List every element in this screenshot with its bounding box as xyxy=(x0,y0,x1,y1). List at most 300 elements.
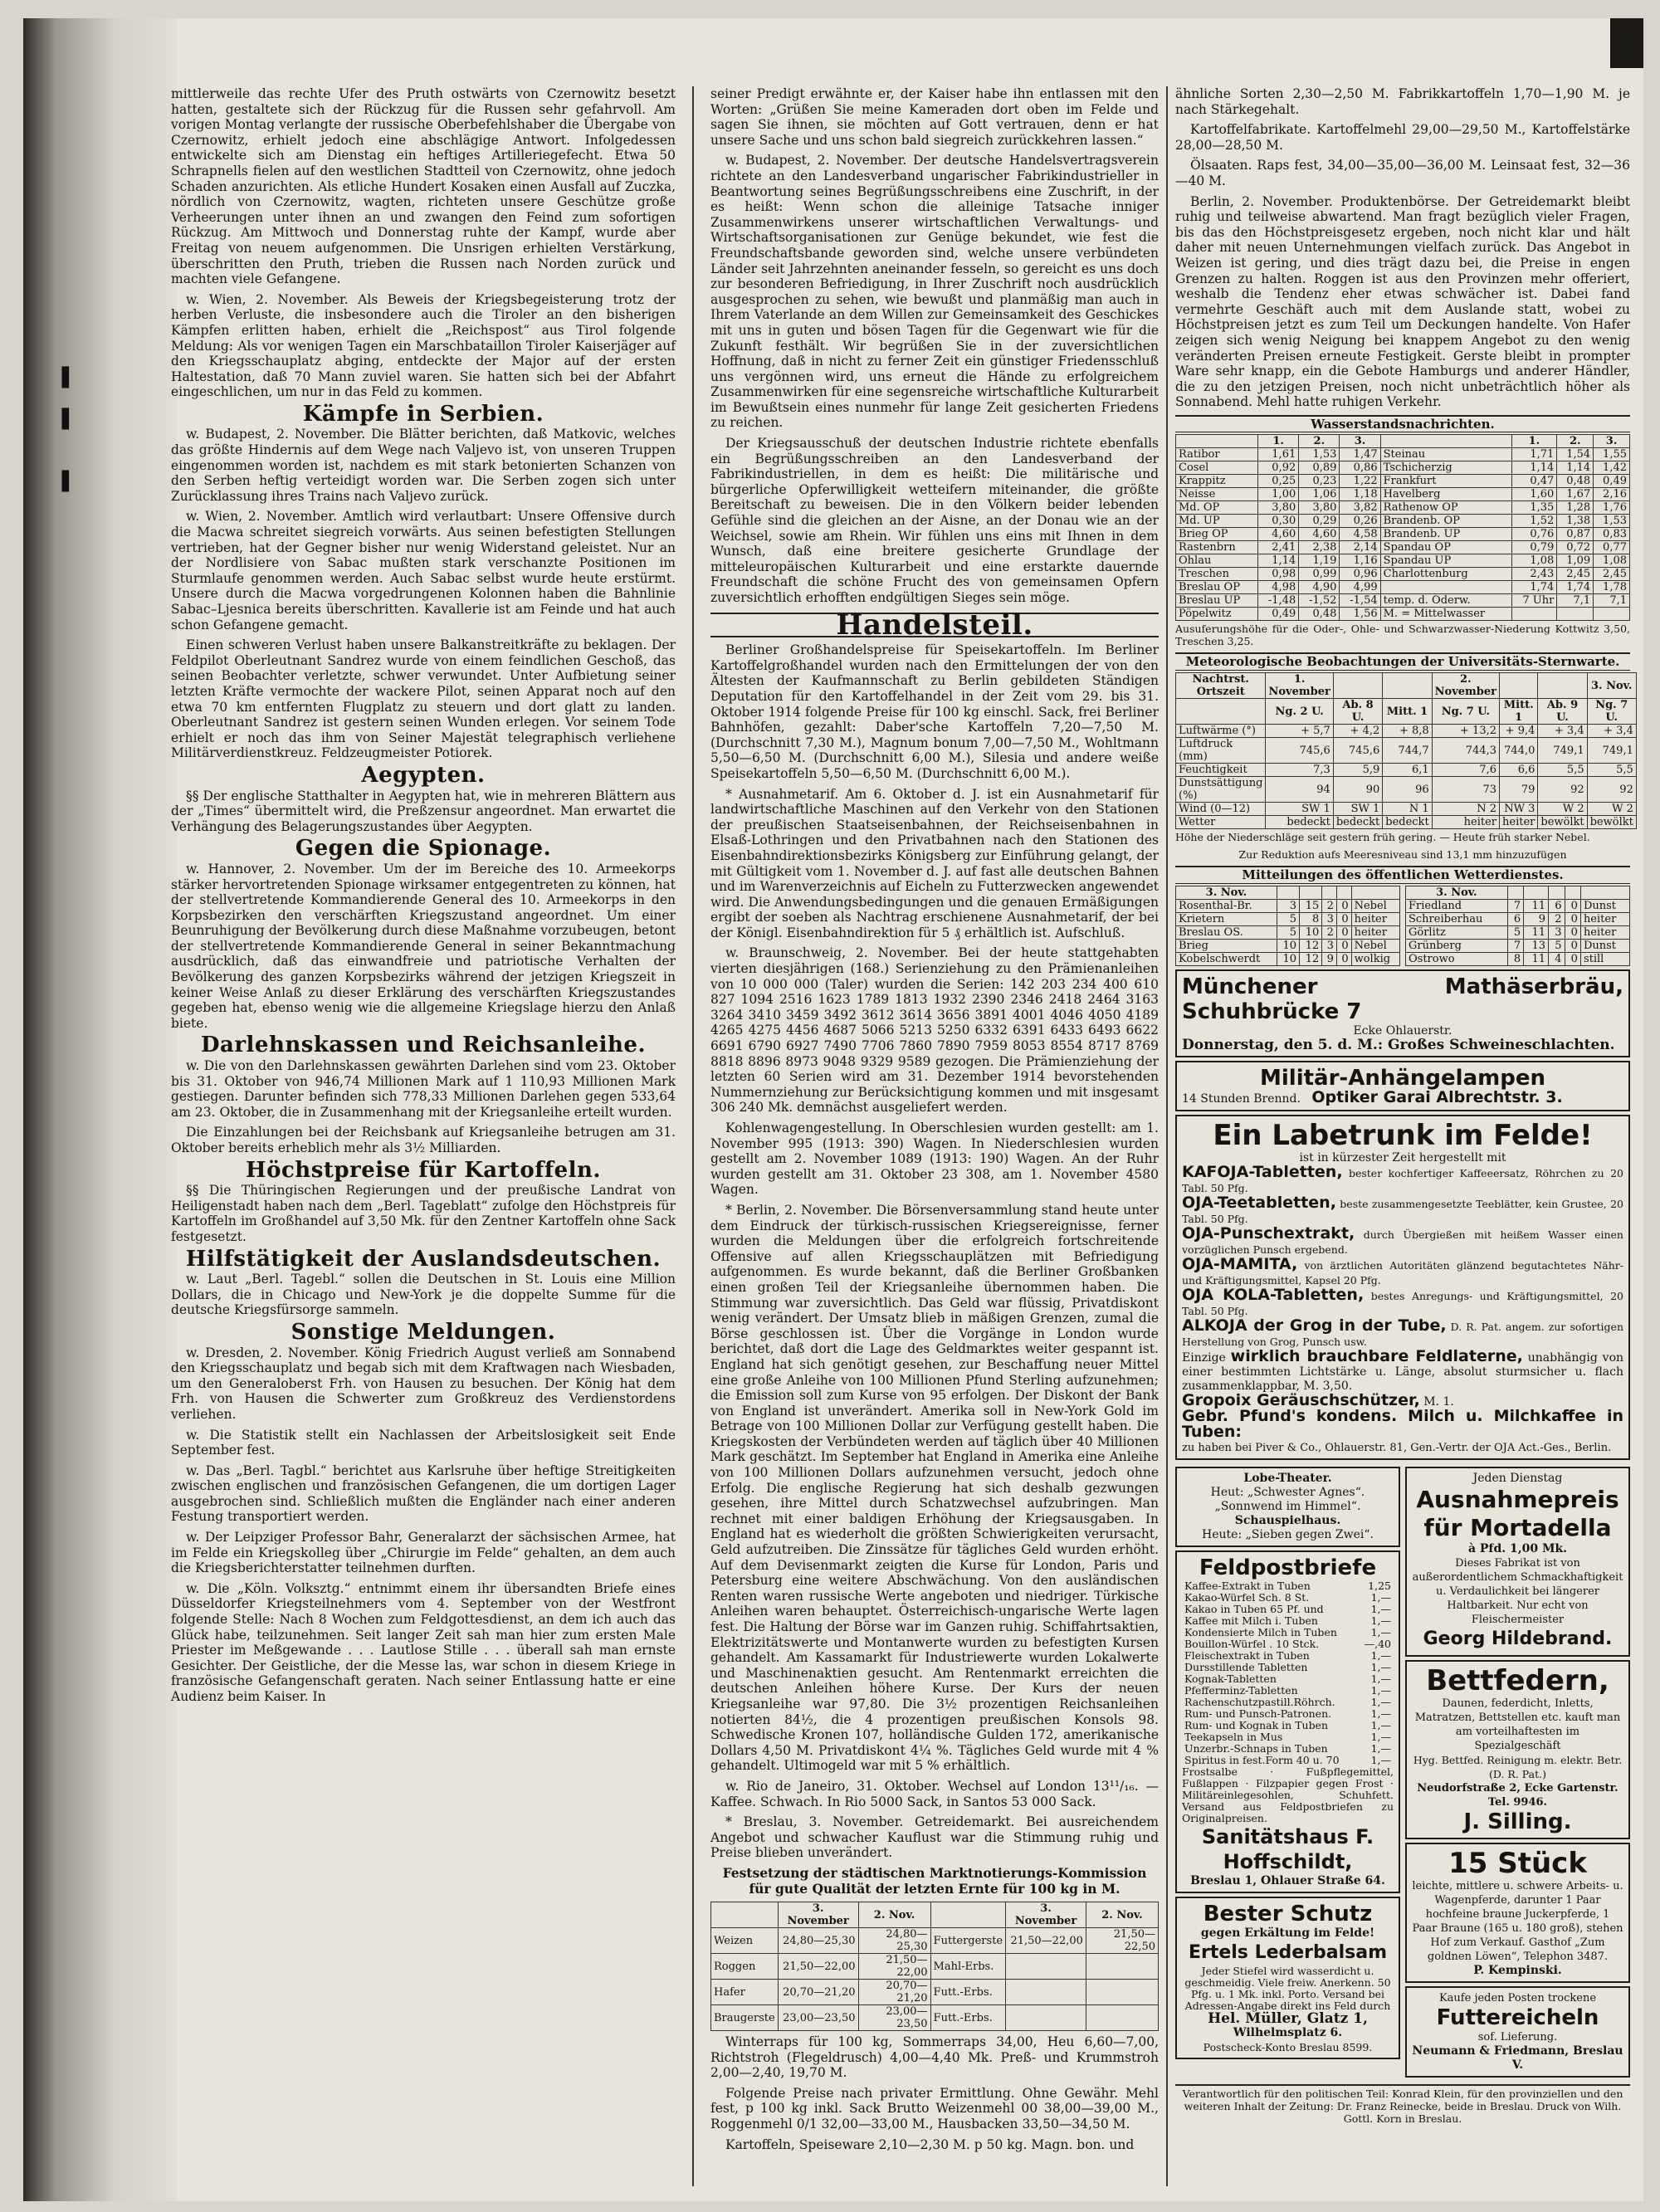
table-cell: 5 xyxy=(1507,925,1523,939)
headline-darlehnskassen: Darlehnskassen und Reichsanleihe. xyxy=(200,1033,647,1058)
table-cell: 1,14 xyxy=(1557,461,1594,475)
table-cell: 1,67 xyxy=(1557,488,1594,501)
table-cell: 1,28 xyxy=(1557,501,1594,515)
table-header-cell xyxy=(1580,886,1629,899)
table-cell: 4,90 xyxy=(1299,581,1340,594)
table-cell: + 9,4 xyxy=(1500,725,1538,738)
table-cell: Feuchtigkeit xyxy=(1176,764,1266,777)
article-paragraph: Die Einzahlungen bei der Reichsbank auf Kriegsanleihe betrugen am 31. Oktober bereits erheblich mehr als 3½ Milliarden. xyxy=(171,1125,676,1155)
table-cell: Weizen xyxy=(711,1928,779,1954)
table-row xyxy=(711,2005,1159,2031)
table-header-cell xyxy=(1565,886,1580,899)
table-cell: 1,53 xyxy=(1594,515,1630,528)
weather-service-table-left xyxy=(1175,886,1400,966)
table-cell: 92 xyxy=(1587,777,1636,803)
table-cell: Md. OP xyxy=(1176,501,1258,515)
ad-grid-left xyxy=(1175,1463,1400,2081)
ad-schauspielhaus-line: Heute: „Sieben gegen Zwei“. xyxy=(1202,1527,1374,1541)
table-header-cell xyxy=(711,1902,779,1928)
ad-theater-title: Lobe-Theater. xyxy=(1243,1471,1332,1485)
grain-price-table xyxy=(710,1902,1159,2031)
table-cell: Spandau OP xyxy=(1380,541,1511,554)
table-cell: 5 xyxy=(1277,925,1299,939)
table-cell: + 3,4 xyxy=(1538,725,1587,738)
article-paragraph: w. Das „Berl. Tagbl.“ berichtet aus Karlsruhe über heftige Streitigkeiten zwischen englischen und französischen Gefangenen, die um dortigen Lager ausgebrochen sind. Schließlich mußten die Engländer nach einer anderen Festung transportiert werden. xyxy=(171,1462,676,1525)
table-cell: 10 xyxy=(1277,939,1299,952)
table-cell: 10 xyxy=(1277,952,1299,965)
table-cell: Futtergerste xyxy=(930,1928,1006,1954)
table-row xyxy=(1176,952,1400,965)
ad-gropoix-title: Gropoix Geräuschschützer, xyxy=(1182,1390,1420,1409)
table-cell: Treschen xyxy=(1176,568,1258,581)
list-item-price: 1,— xyxy=(1370,1614,1391,1627)
table-cell: 0 xyxy=(1336,912,1351,925)
table-cell: 73 xyxy=(1432,777,1499,803)
table-header-cell xyxy=(1333,673,1382,699)
ad-oja-item-name: OJA-Punschextrakt, xyxy=(1182,1223,1355,1243)
ad-grid xyxy=(1175,1463,1630,2081)
table-cell xyxy=(1511,608,1557,621)
table-cell: -1,48 xyxy=(1258,594,1299,608)
ad-mathaeserbraeu-title: Münchener Mathäserbräu, Schuhbrücke 7 xyxy=(1182,974,1623,1024)
table-header-cell: 1. xyxy=(1511,435,1557,448)
list-item-price: 1,— xyxy=(1370,1683,1391,1697)
article-paragraph: w. Die „Köln. Volksztg.“ entnimmt einem ihr übersandten Briefe eines Düsseldorfer Kriegsteilnehmers vom 4. September von der Westfront folgende Stelle: Nach 8 Wochen zum Feldgottesdienst, an dem ich auch das Glück habe, teilzunehmen. Seit langer Zeit sah man hier zum ersten Male Priester im Meßgewande . . . Lautlose Stille . . . überall sah man ernste Gesichter. Der Geistliche, der die Messe las, war schon in diesem Kriege in französische Gefangenschaft geraten. Nach seiner Entlassung hatte er eine Audienz beim Kaiser. In xyxy=(171,1580,676,1704)
ad-pferde-title: 15 Stück xyxy=(1448,1846,1587,1880)
article-paragraph: seiner Predigt erwähnte er, der Kaiser habe ihn entlassen mit den Worten: „Grüßen Sie meine Kameraden dort oben im Felde und sagen Sie ihnen, sie möchten auf Gott vertrauen, denn er hat unsere Sache und uns schon bald siegreich zurückkehren lassen.“ xyxy=(710,86,1159,148)
weather-service-table-right xyxy=(1405,886,1630,966)
list-item-price: 1,— xyxy=(1370,1695,1391,1708)
table-row xyxy=(1176,448,1630,461)
table-header-cell: 3. xyxy=(1340,435,1380,448)
ad-oja-item xyxy=(1182,1223,1623,1257)
ad-oja-item-name: OJA-MAMITA, xyxy=(1182,1254,1298,1273)
meteorology-note: Höhe der Niederschläge seit gestern früh gering. — Heute früh starker Nebel. xyxy=(1175,831,1590,844)
list-item xyxy=(1182,1731,1394,1743)
ad-oja-item xyxy=(1182,1162,1623,1196)
list-item-name: Spiritus in fest.Form 40 u. 70 xyxy=(1184,1753,1340,1766)
table-cell: 3,80 xyxy=(1258,501,1299,515)
table-cell: 4,98 xyxy=(1258,581,1299,594)
ad-bettfedern-addr: Neudorfstraße 2, Ecke Gartenstr. Tel. 9946. xyxy=(1417,1781,1618,1809)
table-cell: 7,1 xyxy=(1594,594,1630,608)
ad-oja-item xyxy=(1182,1193,1623,1227)
table-cell: 1,52 xyxy=(1511,515,1557,528)
headline-aegypten: Aegypten. xyxy=(361,762,486,788)
table-cell: 1,16 xyxy=(1340,554,1380,568)
table-cell xyxy=(1086,2005,1158,2031)
table-cell: 6,1 xyxy=(1383,764,1432,777)
table-cell xyxy=(1006,1980,1086,2005)
table-cell: 0 xyxy=(1565,939,1580,952)
table-cell: 6,6 xyxy=(1500,764,1538,777)
table-cell: Luftwärme (°) xyxy=(1176,725,1266,738)
table-cell: 7,1 xyxy=(1557,594,1594,608)
imprint-footer: Verantwortlich für den politischen Teil: Konrad Klein, für den provinziellen und den weiteren Inhalt der Zeitung: Dr. Franz Reinecke, beide in Breslau. Druck von Wilh. Gottl. Korn in Breslau. xyxy=(1175,2084,1630,2125)
ad-bettfedern-text: Daunen, federdicht, Inletts, Matratzen, Bettstellen etc. kauft man am vorteilhaftesten im Spezialgeschäft xyxy=(1414,1697,1621,1752)
table-header-cell: 3. xyxy=(1594,435,1630,448)
table-cell: bedeckt xyxy=(1266,816,1333,829)
table-row xyxy=(1176,541,1630,554)
table-cell: 0,29 xyxy=(1299,515,1340,528)
table-cell: 2 xyxy=(1322,925,1337,939)
list-item-name: Dursstillende Tabletten xyxy=(1184,1660,1308,1673)
weather-service-title: Mitteilungen des öffentlichen Wetterdienstes. xyxy=(1175,866,1630,884)
column-rule-2 xyxy=(1166,86,1168,2186)
article-paragraph: §§ Der englische Statthalter in Aegypten hat, wie in mehreren Blättern aus der „Times“ übermittelt wird, die Preßzensur angeordnet. Man erwartet die Verhängung des Belagerungszustandes über Aegypten. xyxy=(171,788,676,834)
ad-feldpostbriefe-list xyxy=(1182,1580,1394,1766)
ad-lederbalsam-addr: Wilhelmsplatz 6. xyxy=(1233,2025,1343,2039)
table-cell: heiter xyxy=(1580,912,1629,925)
table-cell: Neisse xyxy=(1176,488,1258,501)
table-cell: 0,49 xyxy=(1594,475,1630,488)
table-cell: 21,50—22,00 xyxy=(778,1954,858,1980)
ad-hoffschildt-addr: Breslau 1, Ohlauer Straße 64. xyxy=(1190,1873,1385,1887)
table-cell: 7 xyxy=(1507,899,1523,912)
table-header-cell: 3. Nov. xyxy=(1406,886,1508,899)
table-cell: 2 xyxy=(1549,912,1565,925)
page-edge-shadow xyxy=(1610,18,1643,68)
table-row xyxy=(1176,899,1400,912)
table-row xyxy=(1406,952,1630,965)
article-paragraph: w. Wien, 2. November. Amtlich wird verlautbart: Unsere Offensive durch die Macwa schreitet siegreich vorwärts. Aus seinen befestigten Stellungen vertrieben, hat der Gegner bisher nur wenig Widerstand geleistet. Nur an der Nordlisiere von Sabac mußten stark verschanzte Positionen im Sturmlaufe genommen werden. Auch Sabac selbst wurde heute erstürmt. Unsere durch die Macwa vorgedrungenen Kolonnen haben die Bahnlinie Sabac–Ljesnica bereits überschritten. Kavallerie ist am Feinde und hat auch schon Gefangene gemacht. xyxy=(171,509,676,632)
water-level-table xyxy=(1175,434,1630,621)
table-cell: 79 xyxy=(1500,777,1538,803)
article-paragraph: Kartoffeln, Speiseware 2,10—2,30 M. p 50 kg. Magn. bon. und xyxy=(725,2136,1135,2152)
table-cell: Rathenow OP xyxy=(1380,501,1511,515)
table-cell: bewölkt xyxy=(1587,816,1636,829)
table-cell: 0,48 xyxy=(1557,475,1594,488)
table-cell xyxy=(1086,1980,1158,2005)
table-cell: Brieg xyxy=(1176,939,1277,952)
list-item xyxy=(1182,1697,1394,1708)
table-cell: 7,3 xyxy=(1266,764,1333,777)
list-item-name: Kaffee-Extrakt in Tuben xyxy=(1184,1579,1311,1592)
table-row xyxy=(1176,925,1400,939)
table-cell: 7,6 xyxy=(1432,764,1499,777)
table-cell: 0,76 xyxy=(1511,528,1557,541)
table-cell: Nebel xyxy=(1351,939,1399,952)
list-item-name: Pfefferminz-Tabletten xyxy=(1184,1683,1298,1697)
table-cell: 8 xyxy=(1300,912,1322,925)
table-cell: -1,54 xyxy=(1340,594,1380,608)
table-cell: 7 Uhr xyxy=(1511,594,1557,608)
table-cell: 21,50—22,00 xyxy=(1006,1928,1086,1954)
ad-futtereicheln-firm: Neumann & Friedmann, Breslau V. xyxy=(1412,2044,1623,2072)
headline-spionage: Gegen die Spionage. xyxy=(295,836,552,862)
table-cell: 0,96 xyxy=(1340,568,1380,581)
list-item-price: —,40 xyxy=(1364,1637,1391,1650)
ad-mortadella-title: Ausnahmepreis für Mortadella xyxy=(1416,1485,1619,1541)
ad-anhaengelampen-line: 14 Stunden Brennd. xyxy=(1182,1091,1301,1106)
table-cell: 0 xyxy=(1565,925,1580,939)
headline-serbien: Kämpfe in Serbien. xyxy=(302,401,544,427)
table-cell: temp. d. Oderw. xyxy=(1380,594,1511,608)
table-cell: 0,48 xyxy=(1299,608,1340,621)
ad-hoffschildt-firm: Sanitätshaus F. Hoffschildt, xyxy=(1201,1824,1374,1873)
list-item-price: 1,— xyxy=(1370,1648,1391,1662)
table-cell: 4,60 xyxy=(1299,528,1340,541)
table-cell: 0,23 xyxy=(1299,475,1340,488)
table-cell: 5,5 xyxy=(1538,764,1587,777)
table-cell: Steinau xyxy=(1380,448,1511,461)
table-row xyxy=(711,1954,1159,1980)
table-cell: bewölkt xyxy=(1538,816,1587,829)
ad-pfund xyxy=(1182,1406,1623,1441)
table-cell: 24,80—25,30 xyxy=(858,1928,930,1954)
table-cell: 20,70—21,20 xyxy=(778,1980,858,2005)
article-paragraph: * Breslau, 3. November. Getreidemarkt. Bei ausreichendem Angebot und schwacher Kauflust war die Stimmung ruhig und Preise blieben unverändert. xyxy=(710,1814,1159,1861)
table-cell: wolkig xyxy=(1351,952,1399,965)
meteorology-title: Meteorologische Beobachtungen der Universitäts-Sternwarte. xyxy=(1175,652,1630,671)
table-cell: bedeckt xyxy=(1383,816,1432,829)
table-row xyxy=(1176,475,1630,488)
table-cell: 7 xyxy=(1507,939,1523,952)
table-cell: 12 xyxy=(1300,952,1322,965)
table-cell: Md. UP xyxy=(1176,515,1258,528)
article-paragraph: w. Laut „Berl. Tagebl.“ sollen die Deutschen in St. Louis eine Million Dollars, die in Chicago und New-York je die doppelte Summe für die deutsche Kriegsfürsorge sammeln. xyxy=(171,1272,676,1318)
table-cell: Nebel xyxy=(1351,899,1399,912)
table-cell: Pöpelwitz xyxy=(1176,608,1258,621)
table-cell: + 13,2 xyxy=(1432,725,1499,738)
article-paragraph: Folgende Preise nach privater Ermittlung. Ohne Gewähr. Mehl fest, p 100 kg inkl. Sack Brutto Weizenmehl 00 38,00—39,00 M., Roggenmehl 0/1 32,00—33,00 M., Hausbacken 33,50—34,50 M. xyxy=(710,2085,1159,2132)
list-item-price: 1,— xyxy=(1370,1625,1391,1638)
ad-oja-item-name: OJA KOLA-Tabletten, xyxy=(1182,1285,1365,1304)
table-cell: 6 xyxy=(1549,899,1565,912)
ad-anhaengelampen xyxy=(1175,1061,1630,1111)
table-cell xyxy=(1086,1954,1158,1980)
ad-pferde xyxy=(1405,1843,1630,1983)
table-row xyxy=(1176,738,1637,764)
table-cell: 9 xyxy=(1524,912,1549,925)
ad-lederbalsam xyxy=(1175,1897,1400,2059)
table-cell: 1,60 xyxy=(1511,488,1557,501)
table-cell: 15 xyxy=(1300,899,1322,912)
table-header-cell: Ng. 2 U. xyxy=(1266,699,1333,725)
table-cell: 0 xyxy=(1336,899,1351,912)
list-item-name: Rachenschutzpastill.Röhrch. xyxy=(1184,1695,1335,1708)
table-cell: 21,50—22,00 xyxy=(858,1954,930,1980)
meteorology-note-2: Zur Reduktion aufs Meeresniveau sind 13,1 mm hinzuzufügen xyxy=(1238,848,1567,862)
table-cell: Grünberg xyxy=(1406,939,1508,952)
table-row xyxy=(1406,899,1630,912)
article-paragraph: w. Rio de Janeiro, 31. Oktober. Wechsel auf London 13¹¹/₁₆. — Kaffee. Schwach. In Rio 5000 Sack, in Santos 53 000 Sack. xyxy=(710,1778,1159,1809)
table-cell: 1,38 xyxy=(1557,515,1594,528)
table-cell: Ratibor xyxy=(1176,448,1258,461)
list-item-price: 1,— xyxy=(1370,1672,1391,1685)
table-cell: + 3,4 xyxy=(1587,725,1636,738)
table-row xyxy=(1406,925,1630,939)
ad-mortadella-text: Dieses Fabrikat ist von außerordentlichem Schmackhaftigkeit u. Verdaulichkeit bei längerer Haltbarkeit. Nur echt von Fleischermeister xyxy=(1412,1556,1623,1626)
headline-kartoffeln: Höchstpreise für Kartoffeln. xyxy=(246,1157,601,1183)
table-cell: 1,76 xyxy=(1594,501,1630,515)
table-cell: 4,99 xyxy=(1340,581,1380,594)
list-item-name: Unzerbr.-Schnaps in Tuben xyxy=(1184,1741,1328,1755)
table-cell: Luftdruck (mm) xyxy=(1176,738,1266,764)
column-2 xyxy=(710,86,1159,2157)
ad-oja-item xyxy=(1182,1254,1623,1288)
table-cell: 5 xyxy=(1549,939,1565,952)
article-paragraph: mittlerweile das rechte Ufer des Pruth ostwärts von Czernowitz besetzt hatten, gestaltete sich der Rückzug für die Russen sehr gefahrvoll. Am vorigen Montag verlangte der russische Oberbefehlshaber die Übergabe von Czernowitz, erhielt jedoch eine abschlägige Antwort. Infolgedessen entwickelte sich am Dienstag ein heftiges Artilleriegefecht. Etwa 50 Schrapnells fielen auf den westlichen Stadtteil von Czernowitz, ohne jedoch Schaden anzurichten. Als etliche Hundert Kosaken einen Ausfall auf Zuczka, nördlich von Czernowitz, wagten, richteten unsere Geschütze große Verheerungen unter ihnen an und zwangen den Feind zum sofortigen Rückzug. Am Mittwoch und Donnerstag ruhte der Kampf, wurde aber Freitag von neuem aufgenommen. Die Unsrigen erhielten Verstärkung, überschritten den Pruth, trieben die Russen nach Norden zurück und machten viele Gefangene. xyxy=(171,86,676,287)
table-cell: 0 xyxy=(1565,912,1580,925)
table-cell: 0,89 xyxy=(1299,461,1340,475)
table-cell: Spandau UP xyxy=(1380,554,1511,568)
article-paragraph: w. Die Statistik stellt ein Nachlassen der Arbeitslosigkeit seit Ende September fest. xyxy=(171,1427,676,1458)
table-cell: N 2 xyxy=(1432,803,1499,816)
ad-bettfedern-firm: J. Silling. xyxy=(1463,1809,1572,1834)
table-cell: Cosel xyxy=(1176,461,1258,475)
ad-feldlaterne-prefix: Einzige xyxy=(1182,1350,1226,1365)
table-cell: 23,00—23,50 xyxy=(778,2005,858,2031)
column-3 xyxy=(1175,86,1633,2125)
table-cell: 11 xyxy=(1524,925,1549,939)
table-cell: 1,74 xyxy=(1511,581,1557,594)
ad-grid-right xyxy=(1405,1463,1630,2081)
table-cell: 1,56 xyxy=(1340,608,1380,621)
table-cell: Charlottenburg xyxy=(1380,568,1511,581)
list-item xyxy=(1182,1638,1394,1650)
table-row xyxy=(1176,939,1400,952)
article-paragraph: w. Budapest, 2. November. Der deutsche Handelsvertragsverein richtete an den Landesverband ungarischer Fabrikindustrieller in Beantwortung seines Begrüßungsschreibens eine Zuschrift, in der es heißt: Wenn schon die alleinige Tatsache inniger Zusammenwirkens unserer wirtschaftlichen Verwaltungs- und Wirtschaftsorganisationen zur Genüge bekundet, wie fest die Freundschaftsbande geworden sind, welche unsere verbündeten Länder seit Jahrzehnten aneinander fesseln, so gereicht es uns doch zur besonderen Befriedigung, in Ihrer Zuschrift noch ausdrücklich ausgesprochen zu sehen, wie bewußt und planmäßig man auch in Ihrem Vaterlande an dem Willen zur Gemeinsamkeit des Geschickes mit uns in guten und bösen Tagen für die Gegenwart wie für die Zukunft festhält. Wir begrüßen Sie in der zuversichtlichen Hoffnung, daß in nicht zu ferner Zeit ein günstiger Friedensschluß uns vergönnen wird, uns erneut die Hände zu erfolgreichem Zusammenwirken für eine segensreiche wirtschaftliche Kulturarbeit im Bewußtsein eines nunmehr für lange Zeit gesicherten Friedens zu reichen. xyxy=(710,153,1159,431)
ad-lederbalsam-sub: gegen Erkältung im Felde! xyxy=(1200,1926,1375,1940)
table-cell: Roggen xyxy=(711,1954,779,1980)
table-row xyxy=(1176,816,1637,829)
table-row xyxy=(1176,803,1637,816)
table-cell: 12 xyxy=(1300,939,1322,952)
table-cell: 0,72 xyxy=(1557,541,1594,554)
table-header-cell: 2. Nov. xyxy=(1086,1902,1158,1928)
table-cell: 2,43 xyxy=(1511,568,1557,581)
table-header-cell: 1. November xyxy=(1266,673,1333,699)
table-cell: + 4,2 xyxy=(1333,725,1382,738)
table-cell: 20,70—21,20 xyxy=(858,1980,930,2005)
article-paragraph: Kohlenwagengestellung. In Oberschlesien wurden gestellt: am 1. November 995 (1913: 390) Wagen. In Niederschlesien wurden gestellt am 2. November 1089 (1913: 190) Wagen. An der Ruhr wurden gestellt am 31. Oktober 23 308, am 1. November 4580 Wagen. xyxy=(710,1121,1159,1198)
article-paragraph: w. Wien, 2. November. Als Beweis der Kriegsbegeisterung trotz der herben Verluste, die insbesondere auch die Tiroler an den bisherigen Kämpfen erlitten haben, erhielt die „Reichspost“ aus Tirol folgende Meldung: Als vor wenigen Tagen ein Marschbataillon Tiroler Kaiserjäger auf den Kriegsschauplatz abging, entdeckte der Major auf der ersten Haltestation, daß 70 Mann zuviel waren. Sie hatten sich bei der Abfahrt eingeschlichen, um nur in das Feld zu kommen. xyxy=(171,291,676,400)
table-cell: 1,47 xyxy=(1340,448,1380,461)
table-cell xyxy=(1557,608,1594,621)
ad-pferde-firm: P. Kempinski. xyxy=(1473,1963,1562,1977)
list-item-name: Kondensierte Milch in Tuben xyxy=(1184,1625,1337,1638)
ad-oja-item-text: bester kochfertiger Kaffeeersatz, Röhrchen zu 20 Tabl. 50 Pfg. xyxy=(1182,1166,1623,1194)
table-cell: SW 1 xyxy=(1266,803,1333,816)
table-cell: 1,55 xyxy=(1594,448,1630,461)
table-cell: 11 xyxy=(1524,899,1549,912)
table-cell: 96 xyxy=(1383,777,1432,803)
list-item xyxy=(1182,1755,1394,1766)
table-cell: 5 xyxy=(1277,912,1299,925)
table-cell: bedeckt xyxy=(1333,816,1382,829)
table-cell: Futt.-Erbs. xyxy=(930,2005,1006,2031)
table-cell: 0 xyxy=(1565,952,1580,965)
ad-bettfedern xyxy=(1405,1660,1630,1839)
ad-oja-item-text: durch Übergießen mit heißem Wasser einen vorzüglichen Punsch ergebend. xyxy=(1182,1228,1623,1256)
table-cell: 1,14 xyxy=(1511,461,1557,475)
ad-pferde-text: leichte, mittlere u. schwere Arbeits- u. Wagenpferde, darunter 1 Paar hochfeine braune Juckerpferde, 1 Paar Braune (165 u. 180 groß), stehen Hof zum Verkauf. Gasthof „Zum goldnen Löwen“, Telephon 3487. xyxy=(1412,1879,1623,1963)
article-paragraph: Einen schweren Verlust haben unsere Balkanstreitkräfte zu beklagen. Der Feldpilot Oberleutnant Sandrez wurde von einem feindlichen Geschoß, das seinen Beobachter verletzte, schwer verwundet. Unter Aufbietung seiner letzten Kräfte vermochte der wackere Pilot, seinen Apparat noch auf den etwa 70 km entfernten Flugplatz zu steuern und dort glatt zu landen. Oberleutnant Sandrez ist gestern seinen Wunden erlegen. Vor seinem Tode erhielt er noch das ihm von Seiner Majestät telegraphisch verliehene Militärverdienstkreuz. Feldzeugmeister Potiorek. xyxy=(171,637,676,761)
table-cell: 2,38 xyxy=(1299,541,1340,554)
table-header-cell: 3. November xyxy=(1006,1902,1086,1928)
table-cell: Brandenb. UP xyxy=(1380,528,1511,541)
water-level-title: Wasserstandsnachrichten. xyxy=(1175,415,1630,433)
ad-feldpostbriefe-more: Frostsalbe · Fußpflegemittel, Fußlappen · Filzpapier gegen Frost · Militäreinlegesohlen, Schuhfett. Versand aus Feldpostbriefen zu Originalpreisen. xyxy=(1182,1765,1394,1824)
table-row xyxy=(1176,501,1630,515)
table-row xyxy=(1176,594,1630,608)
ad-bettfedern-hyg: Hyg. Bettfed. Reinigung m. elektr. Betr. (D. R. Pat.) xyxy=(1413,1753,1623,1780)
table-cell: 0,47 xyxy=(1511,475,1557,488)
table-cell: 0 xyxy=(1336,952,1351,965)
table-cell: 0,86 xyxy=(1340,461,1380,475)
table-cell: 1,71 xyxy=(1511,448,1557,461)
list-item-name: Kakao-Würfel Sch. 8 St. xyxy=(1184,1590,1310,1604)
ad-oja-item xyxy=(1182,1285,1623,1319)
table-row xyxy=(1176,515,1630,528)
list-item xyxy=(1182,1673,1394,1685)
ad-oja xyxy=(1175,1115,1630,1460)
table-row xyxy=(1406,886,1630,899)
list-item-price: 1,— xyxy=(1370,1707,1391,1720)
list-item-price: 1,— xyxy=(1370,1730,1391,1743)
ad-oja-items xyxy=(1182,1162,1623,1350)
table-cell: Tschicherzig xyxy=(1380,461,1511,475)
ad-futtereicheln xyxy=(1405,1986,1630,2078)
ad-feldlaterne-title: wirklich brauchbare Feldlaterne, xyxy=(1230,1346,1523,1365)
table-cell: Havelberg xyxy=(1380,488,1511,501)
headline-auslandsdeutsche: Hilfstätigkeit der Auslandsdeutschen. xyxy=(185,1246,662,1272)
table-cell: 1,09 xyxy=(1557,554,1594,568)
table-cell: 1,08 xyxy=(1511,554,1557,568)
article-paragraph: §§ Die Thüringischen Regierungen und der preußische Landrat von Heiligenstadt haben nach dem „Berl. Tageblatt“ zufolge den Höchstpreis für Kartoffeln im Großhandel auf 3,50 Mk. für den Zentner Kartoffeln ohne Sack festgesetzt. xyxy=(171,1183,676,1244)
table-cell: 1,00 xyxy=(1258,488,1299,501)
table-cell: 13 xyxy=(1524,939,1549,952)
table-cell: 9 xyxy=(1322,952,1337,965)
ad-pfund-line: zu haben bei Piver & Co., Ohlauerstr. 81, Gen.-Vertr. der OJA Act.-Ges., Berlin. xyxy=(1182,1441,1612,1454)
article-paragraph: Kartoffelfabrikate. Kartoffelmehl 29,00—29,50 M., Kartoffelstärke 28,00—28,50 M. xyxy=(1175,122,1630,153)
table-cell: Ohlau xyxy=(1176,554,1258,568)
book-gutter: ▐ ▐ ▐ xyxy=(23,18,177,2201)
table-cell: 749,1 xyxy=(1538,738,1587,764)
table-cell: 3 xyxy=(1277,899,1299,912)
ad-lederbalsam-text: Jeder Stiefel wird wasserdicht u. geschmeidig. Viele freiw. Anerkenn. 50 Pfg. u. 1 Mk. inkl. Porto. Versand bei Adressen-Angabe direkt ins Feld durch xyxy=(1184,1964,1391,2012)
ad-futtereicheln-title: Futtereicheln xyxy=(1436,2004,1599,2030)
table-cell: 1,22 xyxy=(1340,475,1380,488)
table-cell: Wind (0—12) xyxy=(1176,803,1266,816)
table-cell: 3,82 xyxy=(1340,501,1380,515)
table-cell: 2,45 xyxy=(1557,568,1594,581)
table-cell: 90 xyxy=(1333,777,1382,803)
table-header-cell xyxy=(1176,699,1266,725)
list-item-price: 1,— xyxy=(1370,1602,1391,1615)
list-item xyxy=(1182,1708,1394,1720)
ad-lederbalsam-name: Ertels Lederbalsam xyxy=(1188,1941,1388,1963)
table-header-cell: 2. November xyxy=(1432,673,1499,699)
grain-head-row xyxy=(711,1902,1159,1928)
table-cell: Hafer xyxy=(711,1980,779,2005)
table-cell: Brieg OP xyxy=(1176,528,1258,541)
table-cell: + 8,8 xyxy=(1383,725,1432,738)
list-item-name: Kakao in Tuben 65 Pf. und xyxy=(1184,1602,1324,1615)
list-item xyxy=(1182,1720,1394,1731)
table-row xyxy=(1176,764,1637,777)
table-cell: 8 xyxy=(1507,952,1523,965)
column-rule-1 xyxy=(692,86,694,2186)
table-cell: 10 xyxy=(1300,925,1322,939)
table-cell: Krietern xyxy=(1176,912,1277,925)
table-header-cell xyxy=(1380,435,1511,448)
ad-theater-line1: Heut: „Schwester Agnes“. xyxy=(1210,1485,1365,1499)
table-cell: -1,52 xyxy=(1299,594,1340,608)
table-row xyxy=(1176,488,1630,501)
table-cell: still xyxy=(1580,952,1629,965)
